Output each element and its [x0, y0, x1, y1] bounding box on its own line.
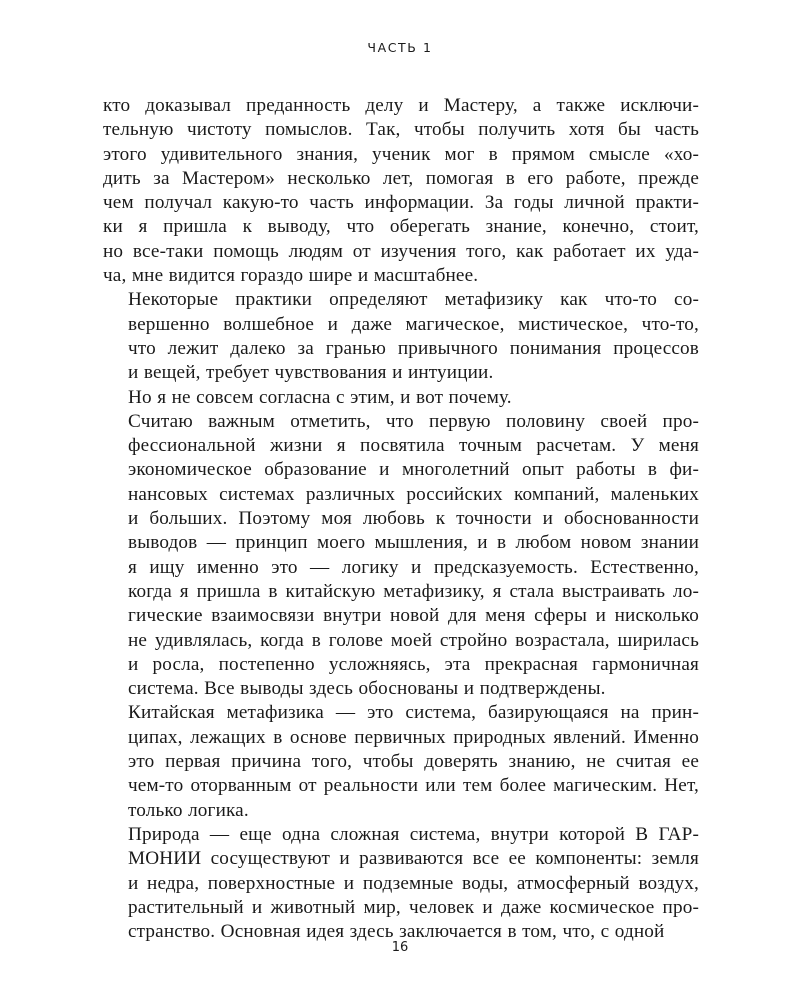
text-line: Китайская метафизика — это система, базирующаяся на прин- — [128, 702, 699, 724]
text-line: гические взаимосвязи внутри новой для меня сферы и нисколько — [128, 605, 699, 627]
text-line: этого удивительного знания, ученик мог в прямом смысле «хо- — [103, 143, 699, 165]
text-line: дить за Мастером» несколько лет, помогая в его работе, прежде — [103, 167, 699, 189]
running-header: ЧАСТЬ 1 — [367, 40, 433, 55]
text-line: фессиональной жизни я посвятила точным расчетам. У меня — [128, 435, 699, 457]
text-line: это первая причина того, чтобы доверять знанию, не считая ее — [128, 751, 699, 773]
paragraph — [103, 823, 699, 944]
text-line: вершенно волшебное и даже магическое, мистическое, что-то, — [128, 313, 699, 335]
paragraph — [103, 94, 699, 288]
text-line: но все-таки помощь людям от изучения того, как работает их уда- — [103, 240, 699, 262]
text-line: Считаю важным отметить, что первую половину своей про- — [128, 410, 699, 432]
text-line: не удивлялась, когда в голове моей стройно возрастала, ширилась — [128, 629, 699, 651]
paragraph — [103, 288, 699, 385]
text-line: экономическое образование и многолетний опыт работы в фи- — [128, 459, 699, 481]
text-line: тельную чистоту помыслов. Так, чтобы получить хотя бы часть — [103, 119, 699, 141]
text-line: ки я пришла к выводу, что оберегать знание, конечно, стоит, — [103, 216, 699, 238]
text-line: Природа — еще одна сложная система, внутри которой В ГАР- — [128, 823, 699, 845]
text-line: нансовых системах различных российских компаний, маленьких — [128, 483, 699, 505]
text-line: странство. Основная идея здесь заключается в том, что, с одной — [128, 921, 665, 943]
text-line: и вещей, требует чувствования и интуиции. — [128, 362, 494, 384]
text-line: МОНИИ сосуществуют и развиваются все ее компоненты: земля — [128, 848, 699, 870]
paragraph — [103, 701, 699, 822]
text-line: система. Все выводы здесь обоснованы и подтверждены. — [128, 678, 606, 700]
text-line: и росла, постепенно усложняясь, эта прекрасная гармоничная — [128, 653, 699, 675]
text-line: и больших. Поэтому моя любовь к точности и обоснованности — [128, 508, 699, 530]
text-line: только логика. — [128, 799, 249, 821]
text-line: чем-то оторванным от реальности или тем более магическим. Нет, — [128, 775, 699, 797]
paragraph — [103, 386, 699, 410]
text-line: и недра, поверхностные и подземные воды, атмосферный воздух, — [128, 872, 699, 894]
text-line: выводов — принцип моего мышления, и в любом новом знании — [128, 532, 699, 554]
body-text — [103, 94, 699, 944]
text-line: Но я не совсем согласна с этим, и вот почему. — [128, 386, 512, 408]
text-line: я ищу именно это — логику и предсказуемость. Естественно, — [128, 556, 699, 578]
text-line: ципах, лежащих в основе первичных природных явлений. Именно — [128, 726, 699, 748]
paragraph — [103, 410, 699, 702]
page-number: 16 — [391, 940, 409, 955]
text-line: ча, мне видится гораздо шире и масштабнее. — [103, 265, 479, 287]
text-line: чем получал какую-то часть информации. За годы личной практи- — [103, 192, 699, 214]
text-line: Некоторые практики определяют метафизику как что-то со- — [128, 289, 699, 311]
text-line: когда я пришла в китайскую метафизику, я стала выстраивать ло- — [128, 580, 699, 602]
text-line: что лежит далеко за гранью привычного понимания процессов — [128, 337, 699, 359]
text-line: растительный и животный мир, человек и даже космическое про- — [128, 896, 699, 918]
text-line: кто доказывал преданность делу и Мастеру, а также исключи- — [103, 95, 699, 116]
